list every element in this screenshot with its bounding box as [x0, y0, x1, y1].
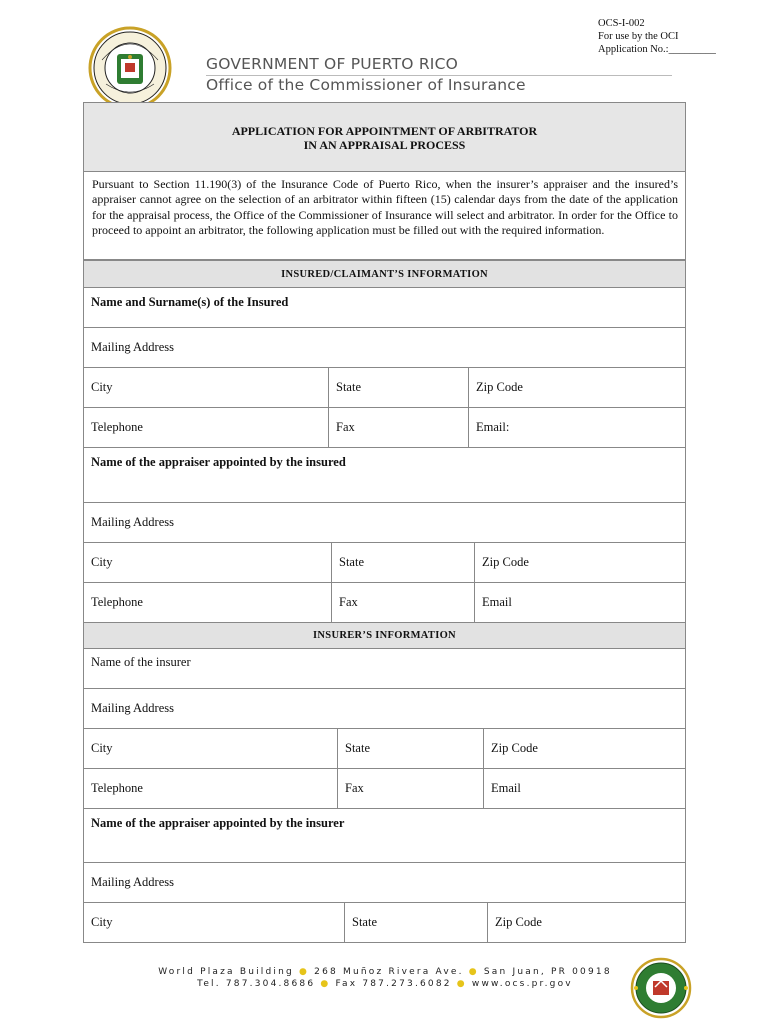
- insured-appraiser-row: [84, 447, 685, 502]
- insured-fax-field[interactable]: [328, 408, 468, 447]
- insured-zip-label: Zip Code: [476, 380, 523, 394]
- insured-appraiser-telephone-label: Telephone: [91, 595, 143, 609]
- insured-appraiser-state-label: State: [339, 555, 364, 569]
- insured-appraiser-zip-label: Zip Code: [482, 555, 529, 569]
- insured-appraiser-mailing-field[interactable]: [84, 503, 685, 542]
- insurer-telephone-label: Telephone: [91, 781, 143, 795]
- office-title: Office of the Commissioner of Insurance: [206, 76, 526, 94]
- insured-appraiser-fax-label: Fax: [339, 595, 358, 609]
- insured-fax-label: Fax: [336, 420, 355, 434]
- insurer-city-label: City: [91, 741, 113, 755]
- insured-email-field[interactable]: [468, 408, 685, 447]
- oci-use-note: For use by the OCI: [598, 31, 679, 42]
- insurer-appraiser-mailing-field[interactable]: [84, 863, 685, 902]
- form-title-line1: APPLICATION FOR APPOINTMENT OF ARBITRATOR: [231, 124, 538, 138]
- insurer-mailing-field[interactable]: [84, 689, 685, 728]
- insured-appraiser-telephone-field[interactable]: [84, 583, 331, 622]
- insured-mailing-label: Mailing Address: [91, 340, 174, 354]
- insurer-email-field[interactable]: [483, 769, 685, 808]
- insurer-appraiser-label: Name of the appraiser appointed by the insurer: [91, 816, 345, 830]
- insured-name-label: Name and Surname(s) of the Insured: [91, 295, 289, 309]
- insured-appraiser-label: Name of the appraiser appointed by the insured: [91, 455, 346, 469]
- insured-mailing-row: [84, 327, 685, 367]
- insured-appraiser-email-field[interactable]: [474, 583, 685, 622]
- insured-contact-row: [84, 407, 685, 447]
- footer-street: 268 Muñoz Rivera Ave.: [314, 967, 464, 977]
- insurer-appraiser-city-field[interactable]: [84, 903, 344, 942]
- insured-email-label: Email:: [476, 420, 510, 434]
- insurer-appraiser-mailing-label: Mailing Address: [91, 875, 174, 889]
- footer-separator-icon: ●: [468, 967, 479, 977]
- insured-appraiser-fax-field[interactable]: [331, 583, 474, 622]
- insured-telephone-field[interactable]: [84, 408, 328, 447]
- insured-appraiser-contact-row: [84, 582, 685, 622]
- intro-paragraph: Pursuant to Section 11.190(3) of the Insurance Code of Puerto Rico, when the insurer’s appraiser and the insured’s appraiser cannot agree on the selection of an arbitrator within fifteen (15) calendar days from the date of the application for the appraisal process, the Office of the Commissioner of Insurance will select and arbitrator. In order for the Office to proceed to appoint an arbitrator, the following application must be filled out with the required information.: [83, 171, 686, 260]
- insured-name-field[interactable]: [84, 288, 685, 327]
- section-heading-insurer: [84, 622, 685, 648]
- commissioner-seal-icon: [620, 957, 702, 1019]
- insurer-mailing-label: Mailing Address: [91, 701, 174, 715]
- insurer-appraiser-city-label: City: [91, 915, 113, 929]
- insured-appraiser-city-label: City: [91, 555, 113, 569]
- insurer-email-label: Email: [491, 781, 521, 795]
- form-meta: [598, 17, 716, 56]
- insurer-appraiser-state-field[interactable]: [344, 903, 487, 942]
- insurer-appraiser-state-label: State: [352, 915, 377, 929]
- footer-separator-icon: ●: [299, 967, 310, 977]
- insurer-city-row: [84, 728, 685, 768]
- insurer-appraiser-mailing-row: [84, 862, 685, 902]
- insured-appraiser-mailing-label: Mailing Address: [91, 515, 174, 529]
- insurer-city-field[interactable]: [84, 729, 337, 768]
- insurer-mailing-row: [84, 688, 685, 728]
- application-form: [83, 260, 686, 943]
- application-number: Application No.:_________: [598, 44, 716, 55]
- insurer-contact-row: [84, 768, 685, 808]
- insured-mailing-field[interactable]: [84, 328, 685, 367]
- insured-appraiser-state-field[interactable]: [331, 543, 474, 582]
- footer-building: World Plaza Building: [158, 967, 294, 977]
- insurer-name-row: [84, 648, 685, 688]
- footer-tel: Tel. 787.304.8686: [197, 979, 316, 989]
- form-title-line2: IN AN APPRAISAL PROCESS: [303, 138, 466, 152]
- insured-appraiser-zip-field[interactable]: [474, 543, 685, 582]
- insurer-name-label: Name of the insurer: [91, 655, 191, 669]
- section-heading-insured: [84, 260, 685, 287]
- insured-telephone-label: Telephone: [91, 420, 143, 434]
- government-seal-icon: [88, 26, 172, 110]
- insurer-fax-field[interactable]: [337, 769, 483, 808]
- insured-city-field[interactable]: [84, 368, 328, 407]
- insurer-telephone-field[interactable]: [84, 769, 337, 808]
- insured-state-field[interactable]: [328, 368, 468, 407]
- insurer-appraiser-zip-field[interactable]: [487, 903, 685, 942]
- insurer-state-label: State: [345, 741, 370, 755]
- section-heading-insured-label: INSURED/CLAIMANT’S INFORMATION: [281, 268, 488, 280]
- insurer-name-field[interactable]: [84, 649, 685, 688]
- insured-state-label: State: [336, 380, 361, 394]
- footer-separator-icon: ●: [320, 979, 331, 989]
- insured-appraiser-email-label: Email: [482, 595, 512, 609]
- footer-web[interactable]: www.ocs.pr.gov: [471, 979, 573, 989]
- insurer-zip-label: Zip Code: [491, 741, 538, 755]
- insured-city-row: [84, 367, 685, 407]
- insured-city-label: City: [91, 380, 113, 394]
- footer-fax: Fax 787.273.6082: [335, 979, 452, 989]
- insurer-fax-label: Fax: [345, 781, 364, 795]
- insurer-zip-field[interactable]: [483, 729, 685, 768]
- insured-zip-field[interactable]: [468, 368, 685, 407]
- insured-appraiser-mailing-row: [84, 502, 685, 542]
- government-title: GOVERNMENT OF PUERTO RICO: [206, 55, 458, 73]
- insured-name-row: [84, 287, 685, 327]
- form-title: [83, 102, 686, 172]
- section-heading-insurer-label: INSURER’S INFORMATION: [313, 630, 456, 641]
- footer-city: San Juan, PR 00918: [483, 967, 612, 977]
- insurer-state-field[interactable]: [337, 729, 483, 768]
- footer-separator-icon: ●: [456, 979, 467, 989]
- insured-appraiser-city-row: [84, 542, 685, 582]
- insurer-appraiser-zip-label: Zip Code: [495, 915, 542, 929]
- insurer-appraiser-row: [84, 808, 685, 862]
- insured-appraiser-city-field[interactable]: [84, 543, 331, 582]
- insurer-appraiser-field[interactable]: [84, 809, 685, 862]
- form-code: OCS-I-002: [598, 18, 645, 29]
- insured-appraiser-field[interactable]: [84, 448, 685, 502]
- insurer-appraiser-city-row: [84, 902, 685, 942]
